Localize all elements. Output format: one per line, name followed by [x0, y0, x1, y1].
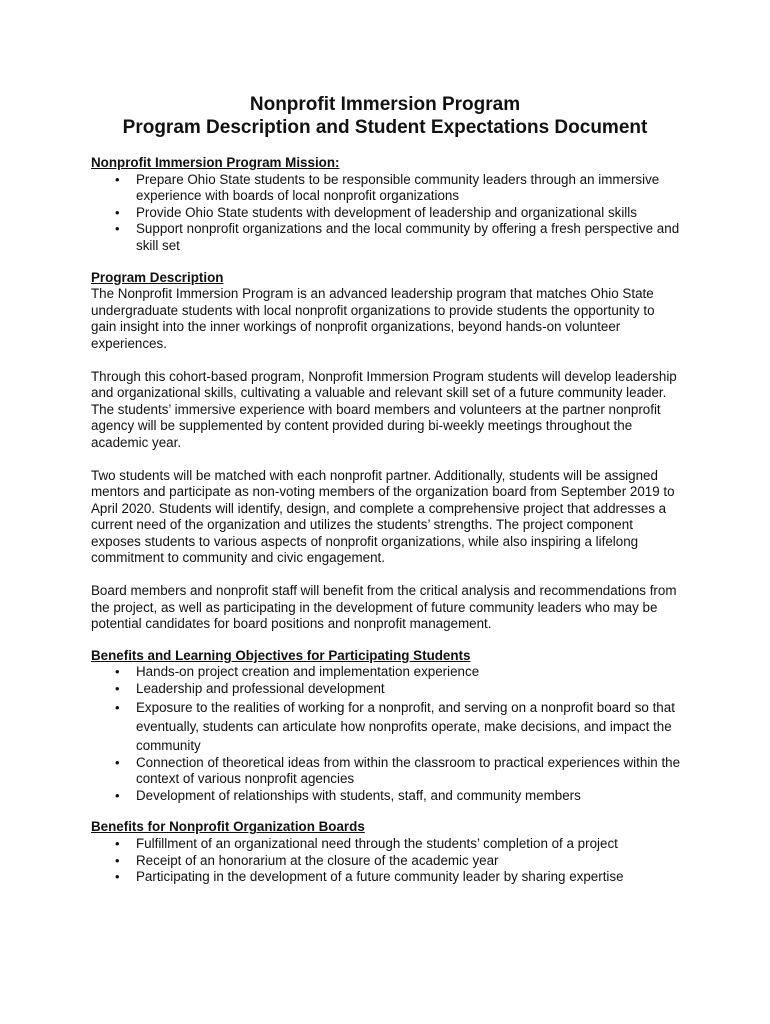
- list-item-text: Hands-on project creation and implementation experience: [136, 664, 480, 680]
- bullet-icon: •: [115, 754, 120, 770]
- list-item: [115, 221, 681, 254]
- bullet-icon: •: [115, 681, 120, 697]
- document-title: [85, 93, 685, 139]
- list-item: [115, 681, 681, 698]
- bullet-icon: •: [115, 171, 120, 187]
- program-description-section: [91, 270, 681, 633]
- paragraph: Through this cohort-based program, Nonprofit Immersion Program students will develop leadership and organizational skills, cultivating a valuable and relevant skill set of a future community leader. The students’ immersive experience with board members and volunteers at the partner nonprofit agency will be supplemented by content provided during bi-weekly meetings throughout the academic year.: [91, 368, 677, 450]
- list-item: [115, 664, 681, 681]
- student-benefits-list: [91, 664, 681, 804]
- bullet-icon: •: [115, 852, 120, 868]
- list-item-text: Connection of theoretical ideas from within the classroom to practical experiences within the context of various nonprofit agencies: [136, 754, 681, 787]
- title-line-1: Nonprofit Immersion Program: [249, 94, 521, 115]
- student-benefits-section: [91, 648, 681, 805]
- board-benefits-list: [91, 836, 681, 886]
- bullet-icon: •: [115, 836, 120, 851]
- paragraph: Board members and nonprofit staff will benefit from the critical analysis and recommendations from the project, as well as participating in the development of future community leaders who may be potential candidates for board positions and nonprofit management.: [91, 583, 677, 632]
- list-item: [115, 754, 681, 788]
- bullet-icon: •: [115, 869, 120, 885]
- list-item: [115, 852, 681, 870]
- document-page: [91, 93, 681, 886]
- list-item: [115, 787, 681, 805]
- bullet-icon: •: [115, 204, 120, 220]
- list-item: [115, 171, 681, 205]
- list-item: [115, 869, 681, 886]
- list-item-text: Support nonprofit organizations and the local community by offering a fresh perspective and skill set: [136, 221, 680, 253]
- title-line-2: Program Description and Student Expectations Document: [122, 117, 648, 138]
- list-item-text: Fulfillment of an organizational need through the students’ completion of a project: [136, 836, 618, 851]
- mission-section: [91, 155, 681, 255]
- bullet-icon: •: [115, 787, 120, 803]
- list-item: [115, 836, 681, 853]
- program-description-heading: Program Description: [91, 269, 224, 285]
- list-item-text: Receipt of an honorarium at the closure of the academic year: [136, 852, 499, 868]
- mission-list: [91, 172, 681, 255]
- student-benefits-heading: Benefits and Learning Objectives for Participating Students: [91, 647, 471, 663]
- list-item-text: Development of relationships with students, staff, and community members: [136, 787, 581, 803]
- bullet-icon: •: [115, 221, 120, 237]
- list-item-text: Leadership and professional development: [136, 681, 385, 697]
- list-item-text: Participating in the development of a future community leader by sharing expertise: [136, 869, 624, 885]
- bullet-icon: •: [115, 664, 120, 680]
- paragraph: Two students will be matched with each nonprofit partner. Additionally, students will be assigned mentors and participate as non-voting members of the organization board from September 2019 to April 2020. Students will identify, design, and complete a comprehensive project that addresses a current need of the organization and utilizes the students’ strengths. The project component exposes students to various aspects of nonprofit organizations, while also inspiring a lifelong commitment to community and civic engagement.: [91, 467, 675, 566]
- list-item-text: Prepare Ohio State students to be responsible community leaders through an immersive experience with boards of local nonprofit organizations: [136, 171, 660, 204]
- board-benefits-section: [91, 819, 681, 885]
- bullet-icon: •: [115, 699, 120, 715]
- board-benefits-heading: Benefits for Nonprofit Organization Boards: [91, 819, 365, 835]
- list-item-text: Exposure to the realities of working for a nonprofit, and serving on a nonprofit board so that eventually, students can articulate how nonprofits operate, make decisions, and impact the community: [136, 699, 675, 753]
- list-item-text: Provide Ohio State students with development of leadership and organizational skills: [136, 204, 637, 220]
- paragraph: The Nonprofit Immersion Program is an advanced leadership program that matches Ohio State undergraduate students with local nonprofit organizations to provide students the opportunity to gain insight into the inner workings of nonprofit organizations, beyond hands-on volunteer experiences.: [91, 286, 655, 351]
- list-item: [115, 698, 681, 755]
- mission-heading: Nonprofit Immersion Program Mission:: [91, 155, 340, 170]
- list-item: [115, 204, 681, 222]
